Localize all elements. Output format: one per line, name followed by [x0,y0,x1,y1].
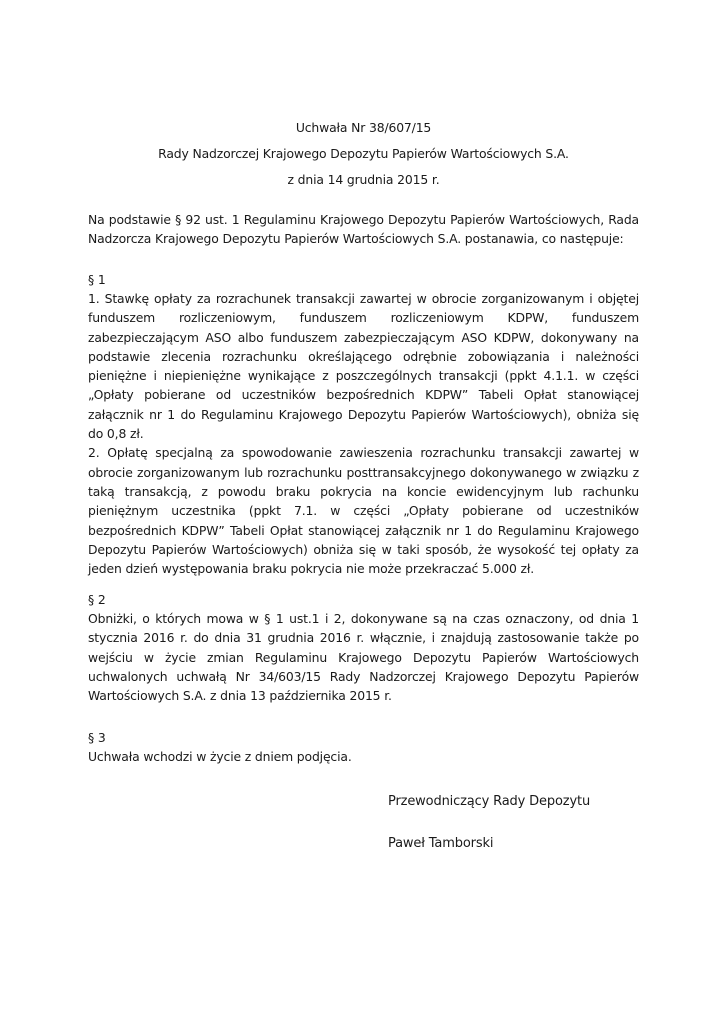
section-1 [88,270,639,578]
resolution-header [88,118,639,196]
legal-basis [88,210,639,249]
section-1-paragraph-2: 2. Opłatę specjalną za spowodowanie zawieszenia rozrachunku transakcji zawartej w obrocie zorganizowanym lub rozrachunku posttransakcyjnego dokonywanego w związku z taką transakcją, z powodu braku pokrycia na koncie ewidencyjnym lub rachunku pieniężnym uczestnika (ppkt 7.1. w części „Opłaty pobierane od uczestników bezpośrednich KDPW” Tabeli Opłat stanowiącej załącznik nr 1 do Regulaminu Krajowego Depozytu Papierów Wartościowych) obniża się w taki sposób, że wysokość tej opłaty za jeden dzień występowania braku pokrycia nie może przekraczać 5.000 zł. [88,445,639,577]
resolution-date: z dnia 14 grudnia 2015 r. [287,172,440,187]
section-3-mark: § 3 [88,730,106,745]
resolution-number: Uchwała Nr 38/607/15 [295,120,432,135]
section-1-mark: § 1 [88,272,106,287]
legal-basis-text: Na podstawie § 92 ust. 1 Regulaminu Krajowego Depozytu Papierów Wartościowych, Rada Nadzorcza Krajowego Depozytu Papierów Wartościowych S.A. postanawia, co następuje: [88,212,639,247]
section-2-paragraph: Obniżki, o których mowa w § 1 ust.1 i 2, dokonywane są na czas oznaczony, od dnia 1 stycznia 2016 r. do dnia 31 grudnia 2016 r. włącznie, i znajdują zastosowanie także po wejściu w życie zmian Regulaminu Krajowego Depozytu Papierów Wartościowych uchwalonych uchwałą Nr 34/603/15 Rady Nadzorczej Krajowego Depozytu Papierów Wartościowych S.A. z dnia 13 października 2015 r. [88,611,639,704]
section-2-mark: § 2 [88,592,106,607]
signatory-title: Przewodniczący Rady Depozytu [388,794,591,809]
issuing-body: Rady Nadzorczej Krajowego Depozytu Papierów Wartościowych S.A. [158,146,569,161]
section-1-paragraph-1: 1. Stawkę opłaty za rozrachunek transakcji zawartej w obrocie zorganizowanym i objętej funduszem rozliczeniowym, funduszem rozliczeniowym KDPW, funduszem zabezpieczającym ASO albo funduszem zabezpieczającym ASO KDPW, dokonywany na podstawie zlecenia rozrachunku określającego odrębnie zobowiązania i należności pieniężne i niepieniężne wynikające z poszczególnych transakcji (ppkt 4.1.1. w części „Opłaty pobierane od uczestników bezpośrednich KDPW” Tabeli Opłat stanowiącej załącznik nr 1 do Regulaminu Krajowego Depozytu Papierów Wartościowych), obniża się do 0,8 zł. [88,291,639,442]
signatory-name: Paweł Tamborski [388,836,494,851]
section-2 [88,590,639,705]
section-3-paragraph: Uchwała wchodzi w życie z dniem podjęcia. [88,749,352,764]
section-3 [88,728,639,766]
